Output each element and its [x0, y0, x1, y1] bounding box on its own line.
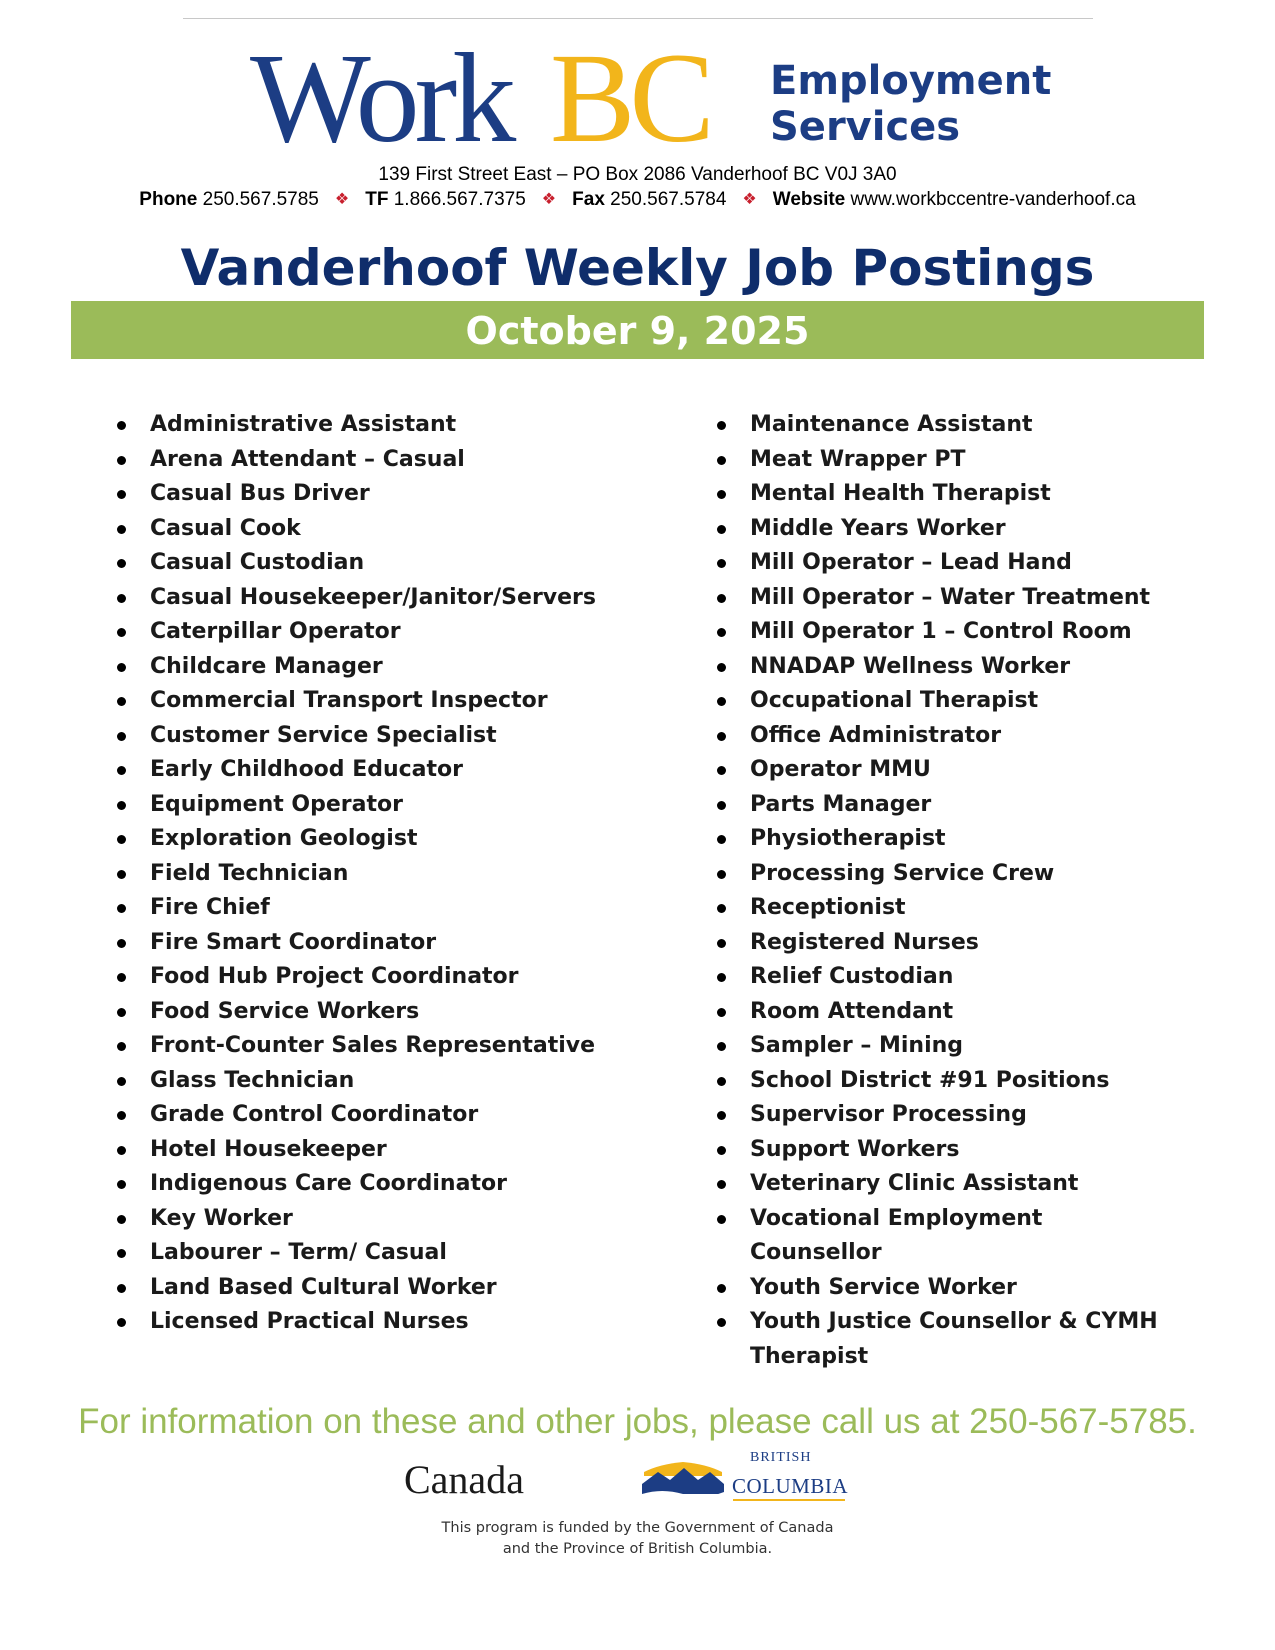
job-posting-item: Physiotherapist: [710, 822, 1180, 857]
logo-tagline-line2: Services: [770, 104, 961, 150]
job-posting-item: Land Based Cultural Worker: [110, 1271, 630, 1306]
funding-line-1: This program is funded by the Government of Canada: [441, 1520, 834, 1536]
job-posting-item: Operator MMU: [710, 753, 1180, 788]
funding-line-2: and the Province of British Columbia.: [502, 1541, 773, 1557]
bc-logo-british: BRITISH: [750, 1450, 812, 1465]
job-posting-item: Processing Service Crew: [710, 857, 1180, 892]
fax-number: 250.567.5784: [610, 189, 727, 210]
contact-line: [0, 189, 1275, 211]
job-posting-item: Vocational Employment Counsellor: [710, 1202, 1180, 1271]
job-posting-item: Support Workers: [710, 1133, 1180, 1168]
job-posting-item: Exploration Geologist: [110, 822, 630, 857]
bc-logo-columbia: COLUMBIA: [732, 1474, 849, 1498]
job-posting-item: Youth Service Worker: [710, 1271, 1180, 1306]
job-posting-item: Key Worker: [110, 1202, 630, 1237]
job-posting-item: Meat Wrapper PT: [710, 443, 1180, 478]
phone-number: 250.567.5785: [202, 189, 319, 210]
job-list-left: [110, 408, 630, 1340]
job-posting-item: Relief Custodian: [710, 960, 1180, 995]
job-posting-item: Mill Operator – Water Treatment: [710, 581, 1180, 616]
tf-label: TF: [365, 189, 389, 210]
canada-logo: [404, 1457, 584, 1502]
job-posting-item: Casual Housekeeper/Janitor/Servers: [110, 581, 630, 616]
posting-date: October 9, 2025: [465, 309, 810, 353]
job-posting-item: Mill Operator – Lead Hand: [710, 546, 1180, 581]
call-to-action: For information on these and other jobs, please call us at 250-567-5785.: [78, 1402, 1197, 1441]
job-posting-item: Room Attendant: [710, 995, 1180, 1030]
job-posting-item: NNADAP Wellness Worker: [710, 650, 1180, 685]
job-posting-item: Occupational Therapist: [710, 684, 1180, 719]
separator-diamond-icon: ❖: [541, 191, 557, 208]
fax-label: Fax: [572, 189, 605, 210]
job-posting-item: Parts Manager: [710, 788, 1180, 823]
office-address: 139 First Street East – PO Box 2086 Vanderhoof BC V0J 3A0: [378, 164, 897, 185]
job-posting-item: Arena Attendant – Casual: [110, 443, 630, 478]
job-posting-item: Grade Control Coordinator: [110, 1098, 630, 1133]
job-posting-item: Maintenance Assistant: [710, 408, 1180, 443]
job-posting-item: Food Hub Project Coordinator: [110, 960, 630, 995]
job-posting-item: Commercial Transport Inspector: [110, 684, 630, 719]
job-posting-item: Hotel Housekeeper: [110, 1133, 630, 1168]
workbc-logo: [250, 27, 1052, 169]
page-title: Vanderhoof Weekly Job Postings: [180, 239, 1095, 297]
job-posting-item: Sampler – Mining: [710, 1029, 1180, 1064]
job-posting-item: Veterinary Clinic Assistant: [710, 1167, 1180, 1202]
job-list-right: [710, 408, 1180, 1374]
job-posting-item: Early Childhood Educator: [110, 753, 630, 788]
funding-statement: [0, 1518, 1275, 1560]
job-posting-item: Casual Cook: [110, 512, 630, 547]
job-posting-item: Youth Justice Counsellor & CYMH Therapist: [710, 1305, 1180, 1374]
logo-bc-text: BC: [550, 27, 709, 169]
job-posting-item: Licensed Practical Nurses: [110, 1305, 630, 1340]
job-posting-item: Mill Operator 1 – Control Room: [710, 615, 1180, 650]
british-columbia-logo: [640, 1450, 860, 1502]
job-posting-item: Middle Years Worker: [710, 512, 1180, 547]
phone-label: Phone: [139, 189, 198, 210]
website-link[interactable]: www.workbccentre-vanderhoof.ca: [850, 189, 1136, 210]
job-posting-item: Field Technician: [110, 857, 630, 892]
logo-tagline-line1: Employment: [770, 58, 1052, 104]
logo-tagline: [770, 58, 1051, 150]
job-posting-item: Food Service Workers: [110, 995, 630, 1030]
bc-mountain-icon: [640, 1460, 726, 1498]
tf-number: 1.866.567.7375: [393, 189, 526, 210]
job-posting-item: Equipment Operator: [110, 788, 630, 823]
job-posting-item: Front-Counter Sales Representative: [110, 1029, 630, 1064]
job-posting-item: Indigenous Care Coordinator: [110, 1167, 630, 1202]
job-posting-item: Fire Smart Coordinator: [110, 926, 630, 961]
bc-logo-underline: [733, 1499, 845, 1501]
top-divider: [183, 18, 1093, 19]
job-posting-item: Glass Technician: [110, 1064, 630, 1099]
job-posting-item: Administrative Assistant: [110, 408, 630, 443]
job-posting-item: Office Administrator: [710, 719, 1180, 754]
job-posting-item: Casual Bus Driver: [110, 477, 630, 512]
job-posting-item: Casual Custodian: [110, 546, 630, 581]
separator-diamond-icon: ❖: [742, 191, 757, 208]
job-posting-item: Customer Service Specialist: [110, 719, 630, 754]
job-posting-item: Childcare Manager: [110, 650, 630, 685]
date-banner: [71, 301, 1204, 359]
job-posting-item: School District #91 Positions: [710, 1064, 1180, 1099]
job-posting-item: Registered Nurses: [710, 926, 1180, 961]
canada-wordmark: Canada: [404, 1457, 524, 1502]
job-posting-item: Fire Chief: [110, 891, 630, 926]
website-label: Website: [772, 189, 846, 210]
job-posting-item: Mental Health Therapist: [710, 477, 1180, 512]
job-posting-item: Caterpillar Operator: [110, 615, 630, 650]
separator-diamond-icon: ❖: [334, 191, 350, 208]
job-posting-item: Receptionist: [710, 891, 1180, 926]
logo-work-text: Work: [250, 27, 512, 169]
job-posting-item: Labourer – Term/ Casual: [110, 1236, 630, 1271]
job-posting-item: Supervisor Processing: [710, 1098, 1180, 1133]
